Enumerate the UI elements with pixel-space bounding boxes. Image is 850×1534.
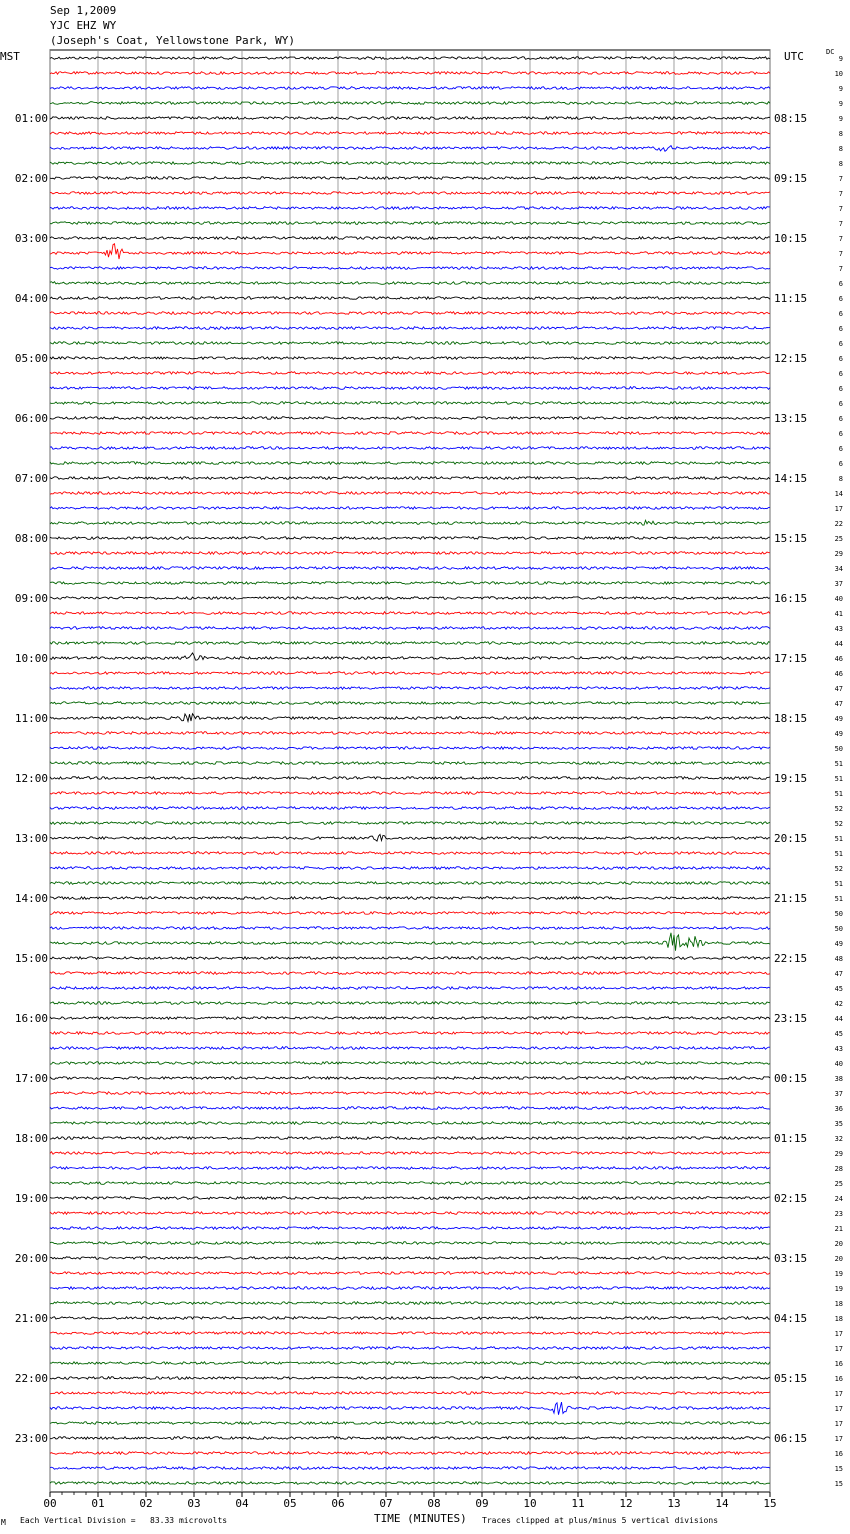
x-axis-title: TIME (MINUTES) <box>374 1512 467 1525</box>
left-hour-label: 23:00 <box>14 1432 48 1445</box>
trace-row <box>50 702 770 705</box>
trace-row <box>50 1062 770 1065</box>
dc-offset-label: 20 <box>834 1255 843 1263</box>
dc-offset-label: 25 <box>834 1180 843 1188</box>
trace-row <box>50 1107 770 1110</box>
trace-row <box>50 417 770 420</box>
left-hour-label: 02:00 <box>14 172 48 185</box>
x-tick-label: 14 <box>715 1497 729 1510</box>
trace-row <box>50 102 770 105</box>
dc-offset-label: 32 <box>834 1135 843 1143</box>
dc-offset-label: 52 <box>834 865 843 873</box>
left-hour-label: 06:00 <box>14 412 48 425</box>
dc-offset-label: 49 <box>834 715 843 723</box>
trace-row <box>50 162 770 165</box>
dc-offset-label: 40 <box>834 595 843 603</box>
dc-offset-label: 7 <box>838 190 843 198</box>
x-tick-label: 02 <box>139 1497 153 1510</box>
trace-row <box>50 312 770 315</box>
dc-offset-label: 22 <box>834 520 843 528</box>
dc-offset-label: 7 <box>838 205 843 213</box>
left-hour-label: 22:00 <box>14 1372 48 1385</box>
trace-row <box>50 1137 770 1140</box>
dc-offset-label: 51 <box>834 895 843 903</box>
right-hour-label: 03:15 <box>774 1252 808 1265</box>
trace-row <box>50 867 770 870</box>
trace-row <box>50 852 770 855</box>
dc-offset-label: 6 <box>838 295 843 303</box>
trace-row <box>50 1332 770 1335</box>
trace-row <box>50 1152 770 1155</box>
trace-row <box>50 1182 770 1185</box>
x-tick-label: 15 <box>763 1497 777 1510</box>
dc-offset-label: 6 <box>838 400 843 408</box>
dc-offset-label: 6 <box>838 280 843 288</box>
right-hour-label: 06:15 <box>774 1432 808 1445</box>
dc-offset-label: 42 <box>834 1000 843 1008</box>
trace-row <box>50 1362 770 1365</box>
dc-offset-label: 9 <box>838 115 843 123</box>
left-hour-label: 08:00 <box>14 532 48 545</box>
x-tick-label: 10 <box>523 1497 537 1510</box>
left-hour-label: 16:00 <box>14 1012 48 1025</box>
trace-row <box>50 1092 770 1095</box>
left-hour-label: 13:00 <box>14 832 48 845</box>
trace-row <box>50 57 770 60</box>
dc-offset-label: 17 <box>834 1420 843 1428</box>
right-hour-label: 04:15 <box>774 1312 808 1325</box>
right-hour-label: 22:15 <box>774 952 808 965</box>
right-hour-label: 00:15 <box>774 1072 808 1085</box>
dc-offset-label: 9 <box>838 55 843 63</box>
dc-offset-label: 16 <box>834 1360 843 1368</box>
left-hour-label: 14:00 <box>14 892 48 905</box>
right-hour-label: 14:15 <box>774 472 808 485</box>
trace-row <box>50 477 770 480</box>
dc-offset-label: 17 <box>834 1435 843 1443</box>
trace-row <box>50 882 770 885</box>
header-date: Sep 1,2009 <box>50 4 117 17</box>
trace-row <box>50 1047 770 1050</box>
left-hour-label: 10:00 <box>14 652 48 665</box>
dc-offset-label: 6 <box>838 310 843 318</box>
dc-offset-label: 16 <box>834 1375 843 1383</box>
dc-offset-label: 38 <box>834 1075 843 1083</box>
trace-row <box>50 432 770 435</box>
dc-offset-label: 23 <box>834 1210 843 1218</box>
dc-offset-label: 48 <box>834 955 843 963</box>
right-hour-label: 12:15 <box>774 352 808 365</box>
dc-offset-label: 15 <box>834 1480 843 1488</box>
x-tick-label: 00 <box>43 1497 57 1510</box>
right-hour-label: 15:15 <box>774 532 808 545</box>
dc-offset-label: 18 <box>834 1315 843 1323</box>
trace-row <box>50 146 770 152</box>
dc-offset-label: 29 <box>834 1150 843 1158</box>
dc-offset-label: 6 <box>838 415 843 423</box>
header-location: (Joseph's Coat, Yellowstone Park, WY) <box>50 34 296 47</box>
trace-row <box>50 1452 770 1455</box>
trace-row <box>50 282 770 285</box>
dc-offset-label: 8 <box>838 475 843 483</box>
left-hour-label: 17:00 <box>14 1072 48 1085</box>
dc-offset-label: 50 <box>834 910 843 918</box>
dc-offset-label: 6 <box>838 430 843 438</box>
right-hour-label: 17:15 <box>774 652 808 665</box>
right-hour-label: 18:15 <box>774 712 808 725</box>
trace-row <box>50 714 770 722</box>
trace-row <box>50 1402 770 1415</box>
dc-offset-label: 17 <box>834 1390 843 1398</box>
trace-row <box>50 1212 770 1215</box>
dc-offset-label: 47 <box>834 685 843 693</box>
x-tick-label: 01 <box>91 1497 105 1510</box>
dc-offset-label: 25 <box>834 535 843 543</box>
trace-row <box>50 222 770 225</box>
dc-offset-label: 14 <box>834 490 843 498</box>
dc-offset-label: 9 <box>838 100 843 108</box>
left-hour-label: 21:00 <box>14 1312 48 1325</box>
left-hour-label: 12:00 <box>14 772 48 785</box>
trace-row <box>50 192 770 195</box>
x-tick-label: 09 <box>475 1497 489 1510</box>
trace-row <box>50 1272 770 1275</box>
dc-offset-label: 43 <box>834 1045 843 1053</box>
trace-row <box>50 792 770 795</box>
trace-row <box>50 732 770 735</box>
dc-offset-label: 6 <box>838 445 843 453</box>
header-station: YJC EHZ WY <box>50 19 117 32</box>
dc-offset-label: 6 <box>838 340 843 348</box>
left-timezone-label: MST <box>0 50 20 63</box>
trace-row <box>50 834 770 841</box>
trace-row <box>50 972 770 975</box>
trace-row <box>50 1032 770 1035</box>
dc-offset-label: 43 <box>834 625 843 633</box>
dc-offset-label: 52 <box>834 805 843 813</box>
trace-row <box>50 1377 770 1380</box>
left-hour-label: 01:00 <box>14 112 48 125</box>
trace-row <box>50 912 770 915</box>
dc-offset-label: 7 <box>838 235 843 243</box>
right-hour-label: 13:15 <box>774 412 808 425</box>
trace-row <box>50 672 770 675</box>
left-hour-label: 15:00 <box>14 952 48 965</box>
right-hour-label: 01:15 <box>774 1132 808 1145</box>
left-hour-label: 18:00 <box>14 1132 48 1145</box>
trace-row <box>50 237 770 240</box>
dc-offset-label: 41 <box>834 610 843 618</box>
dc-offset-label: 17 <box>834 1345 843 1353</box>
trace-row <box>50 492 770 495</box>
trace-row <box>50 1422 770 1425</box>
right-hour-label: 09:15 <box>774 172 808 185</box>
trace-row <box>50 507 770 510</box>
trace-row <box>50 552 770 555</box>
right-hour-label: 19:15 <box>774 772 808 785</box>
trace-row <box>50 987 770 990</box>
trace-row <box>50 653 770 660</box>
dc-offset-label: 44 <box>834 1015 843 1023</box>
trace-row <box>50 357 770 360</box>
dc-offset-label: 51 <box>834 760 843 768</box>
left-hour-label: 07:00 <box>14 472 48 485</box>
dc-offset-label: 6 <box>838 460 843 468</box>
trace-row <box>50 1467 770 1470</box>
dc-offset-label: 19 <box>834 1270 843 1278</box>
dc-offset-label: 51 <box>834 790 843 798</box>
left-hour-label: 03:00 <box>14 232 48 245</box>
dc-offset-label: 49 <box>834 940 843 948</box>
dc-offset-label: 50 <box>834 925 843 933</box>
trace-row <box>50 372 770 375</box>
trace-row <box>50 537 770 540</box>
dc-offset-label: 46 <box>834 670 843 678</box>
trace-row <box>50 177 770 180</box>
dc-offset-label: 52 <box>834 820 843 828</box>
dc-offset-label: 10 <box>834 70 843 78</box>
dc-offset-label: 7 <box>838 265 843 273</box>
dc-offset-label: 16 <box>834 1450 843 1458</box>
trace-row <box>50 1002 770 1005</box>
trace-row <box>50 1227 770 1230</box>
trace-row <box>50 597 770 600</box>
dc-offset-label: 15 <box>834 1465 843 1473</box>
right-hour-label: 10:15 <box>774 232 808 245</box>
right-hour-label: 21:15 <box>774 892 808 905</box>
dc-offset-label: 37 <box>834 580 843 588</box>
right-hour-label: 02:15 <box>774 1192 808 1205</box>
trace-row <box>50 342 770 345</box>
dc-offset-label: 24 <box>834 1195 843 1203</box>
trace-row <box>50 132 770 135</box>
dc-offset-label: 35 <box>834 1120 843 1128</box>
right-hour-label: 05:15 <box>774 1372 808 1385</box>
right-timezone-label: UTC <box>784 50 804 63</box>
trace-row <box>50 327 770 330</box>
trace-row <box>50 687 770 690</box>
dc-offset-label: 7 <box>838 175 843 183</box>
right-hour-label: 23:15 <box>774 1012 808 1025</box>
right-hour-label: 11:15 <box>774 292 808 305</box>
trace-row <box>50 72 770 75</box>
dc-offset-label: 51 <box>834 850 843 858</box>
dc-offset-label: 18 <box>834 1300 843 1308</box>
trace-row <box>50 582 770 585</box>
trace-row <box>50 642 770 645</box>
dc-offset-label: 17 <box>834 505 843 513</box>
trace-row <box>50 387 770 390</box>
trace-row <box>50 1017 770 1020</box>
dc-offset-label: 8 <box>838 130 843 138</box>
dc-offset-label: 50 <box>834 745 843 753</box>
left-hour-label: 09:00 <box>14 592 48 605</box>
dc-offset-label: 8 <box>838 145 843 153</box>
trace-row <box>50 1197 770 1200</box>
dc-offset-label: 47 <box>834 700 843 708</box>
trace-row <box>50 1077 770 1080</box>
x-tick-label: 11 <box>571 1497 585 1510</box>
trace-row <box>50 1302 770 1305</box>
dc-offset-label: 8 <box>838 160 843 168</box>
x-tick-label: 13 <box>667 1497 681 1510</box>
dc-offset-label: 51 <box>834 835 843 843</box>
trace-row <box>50 933 770 951</box>
dc-offset-label: 51 <box>834 880 843 888</box>
dc-offset-label: 6 <box>838 325 843 333</box>
trace-row <box>50 207 770 210</box>
dc-offset-label: 45 <box>834 985 843 993</box>
trace-row <box>50 927 770 930</box>
trace-row <box>50 777 770 780</box>
x-tick-label: 05 <box>283 1497 297 1510</box>
left-hour-label: 19:00 <box>14 1192 48 1205</box>
dc-offset-label: 29 <box>834 550 843 558</box>
right-hour-label: 16:15 <box>774 592 808 605</box>
trace-row <box>50 1257 770 1260</box>
trace-row <box>50 1482 770 1485</box>
dc-offset-label: 9 <box>838 85 843 93</box>
dc-offset-label: 6 <box>838 370 843 378</box>
right-hour-label: 08:15 <box>774 112 808 125</box>
dc-offset-label: 19 <box>834 1285 843 1293</box>
trace-row <box>50 117 770 120</box>
dc-offset-label: 21 <box>834 1225 843 1233</box>
dc-offset-label: 17 <box>834 1405 843 1413</box>
trace-row <box>50 957 770 960</box>
x-tick-label: 03 <box>187 1497 201 1510</box>
trace-row <box>50 1347 770 1350</box>
dc-offset-label: 37 <box>834 1090 843 1098</box>
dc-offset-label: 47 <box>834 970 843 978</box>
trace-row <box>50 1122 770 1125</box>
x-tick-label: 08 <box>427 1497 441 1510</box>
x-tick-label: 07 <box>379 1497 393 1510</box>
left-hour-label: 04:00 <box>14 292 48 305</box>
x-tick-label: 12 <box>619 1497 633 1510</box>
trace-row <box>50 1317 770 1320</box>
trace-row <box>50 1392 770 1395</box>
trace-row <box>50 747 770 750</box>
dc-offset-label: 7 <box>838 220 843 228</box>
trace-row <box>50 244 770 259</box>
left-hour-label: 05:00 <box>14 352 48 365</box>
right-hour-label: 20:15 <box>774 832 808 845</box>
left-hour-label: 11:00 <box>14 712 48 725</box>
trace-row <box>50 402 770 405</box>
corner-mark: M <box>1 1518 6 1527</box>
trace-row <box>50 87 770 90</box>
trace-row <box>50 567 770 570</box>
dc-offset-label: 6 <box>838 355 843 363</box>
dc-label: DC <box>826 48 835 56</box>
dc-offset-label: 28 <box>834 1165 843 1173</box>
trace-row <box>50 762 770 765</box>
trace-row <box>50 1242 770 1245</box>
trace-row <box>50 447 770 450</box>
trace-row <box>50 627 770 630</box>
dc-offset-label: 6 <box>838 385 843 393</box>
trace-row <box>50 462 770 465</box>
dc-offset-label: 44 <box>834 640 843 648</box>
dc-offset-label: 7 <box>838 250 843 258</box>
trace-row <box>50 612 770 615</box>
left-hour-label: 20:00 <box>14 1252 48 1265</box>
trace-row <box>50 1437 770 1440</box>
trace-row <box>50 897 770 900</box>
dc-offset-label: 45 <box>834 1030 843 1038</box>
trace-row <box>50 1167 770 1170</box>
dc-offset-label: 36 <box>834 1105 843 1113</box>
dc-offset-label: 51 <box>834 775 843 783</box>
vertical-division-note: Each Vertical Division = 83.33 microvolts <box>20 1516 228 1525</box>
dc-offset-label: 34 <box>834 565 843 573</box>
dc-offset-label: 49 <box>834 730 843 738</box>
trace-row <box>50 297 770 300</box>
dc-offset-label: 46 <box>834 655 843 663</box>
dc-offset-label: 40 <box>834 1060 843 1068</box>
trace-row <box>50 822 770 825</box>
trace-row <box>50 520 770 525</box>
trace-row <box>50 267 770 270</box>
clip-note: Traces clipped at plus/minus 5 vertical divisions <box>482 1516 719 1525</box>
trace-row <box>50 1287 770 1290</box>
dc-offset-label: 20 <box>834 1240 843 1248</box>
x-tick-label: 04 <box>235 1497 249 1510</box>
dc-offset-label: 17 <box>834 1330 843 1338</box>
x-tick-label: 06 <box>331 1497 345 1510</box>
trace-row <box>50 807 770 810</box>
